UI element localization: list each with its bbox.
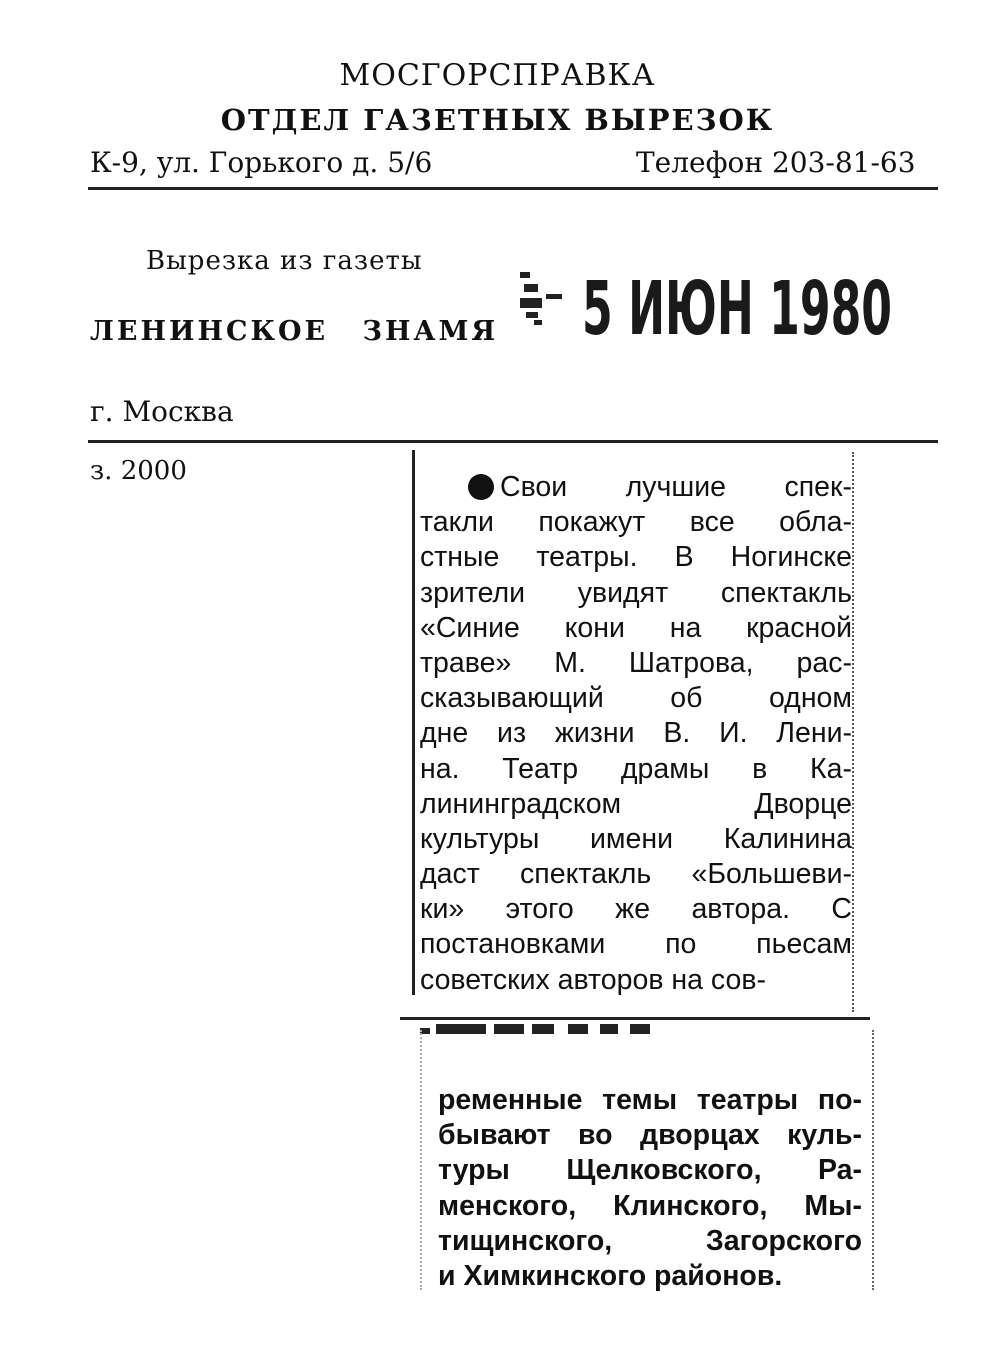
clipping-2-right-edge: [872, 1030, 876, 1290]
clip-source-label: Вырезка из газеты: [146, 246, 423, 276]
clip-line: на. Театр драмы в Ка-: [420, 752, 852, 785]
clipping-left-border: [412, 450, 415, 995]
clip-line: траве» М. Шатрова, рас-: [420, 646, 852, 679]
phone-number: Телефон 203-81-63: [636, 146, 916, 179]
clip-line: Свои лучшие спек-: [420, 470, 852, 505]
bullet-icon: [468, 474, 494, 500]
clip-line: и Химкинского районов.: [438, 1259, 783, 1292]
clip-line: лининградском Дворце: [420, 787, 852, 820]
clipping-part-1: [420, 470, 852, 998]
city-label: г. Москва: [90, 395, 234, 428]
clip-line: культуры имени Калинина: [420, 822, 852, 855]
agency-name: МОСГОРСПРАВКА: [339, 58, 656, 93]
clip-line: «Синие кони на красной: [420, 611, 852, 644]
clip-line: постановками по пьесам: [420, 928, 852, 961]
address-line: К-9, ул. Горького д. 5/6: [90, 146, 433, 179]
clip-line: такли покажут все обла-: [420, 506, 852, 539]
clip-line: ременные темы театры по-: [438, 1084, 862, 1116]
newspaper-name: ЛЕНИНСКОЕ ЗНАМЯ: [90, 316, 499, 347]
torn-edge-marks: [420, 1022, 660, 1036]
clipping-cut-line: [400, 1017, 870, 1020]
header-divider: [88, 187, 938, 190]
clipping-part-2: [438, 1083, 862, 1294]
clip-line: менского, Клинского, Мы-: [438, 1189, 862, 1222]
clip-line: советских авторов на сов-: [420, 963, 766, 996]
clip-line: стные театры. В Ногинске: [420, 541, 852, 574]
clip-line: бывают во дворцах куль-: [438, 1119, 862, 1152]
clipping-2-left-edge: [420, 1030, 424, 1290]
clip-line: сказывающий об одном: [420, 682, 852, 715]
clip-line: дне из жизни В. И. Лени-: [420, 717, 852, 750]
clip-line: тищинского, Загорского: [438, 1224, 862, 1257]
clip-line: зрители увидят спектакль: [420, 576, 852, 609]
clip-line: туры Щелковского, Ра-: [438, 1154, 862, 1187]
stamp-date-text: 5 ИЮН 1980: [582, 266, 892, 348]
department-title: ОТДЕЛ ГАЗЕТНЫХ ВЫРЕЗОК: [220, 103, 775, 137]
clip-line: даст спектакль «Большеви-: [420, 858, 852, 891]
issue-number: з. 2000: [90, 456, 187, 486]
section-divider: [88, 440, 938, 443]
clip-line: ки» этого же автора. С: [420, 893, 852, 926]
clipping-right-edge: [852, 452, 856, 1012]
date-stamp: [520, 258, 900, 348]
